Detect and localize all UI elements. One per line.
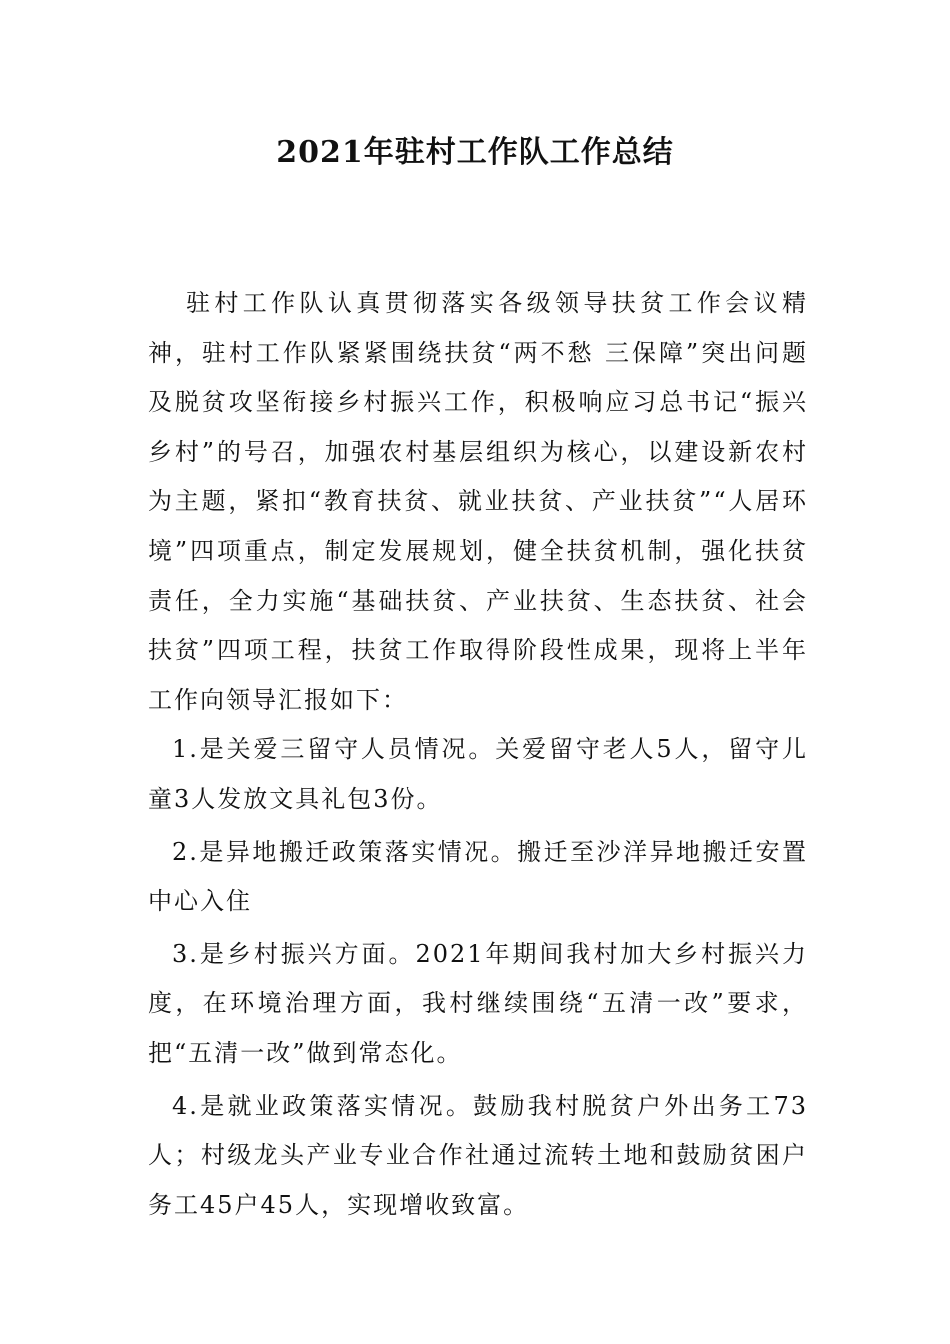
document-body <box>148 279 808 1233</box>
list-item-4: 4.是就业政策落实情况。鼓励我村脱贫户外出务工73人；村级龙头产业专业合作社通过流转土地和鼓励贫困户务工45户45人，实现增收致富。 <box>148 1091 808 1219</box>
list-item-1: 1.是关爱三留守人员情况。关爱留守老人5人，留守儿童3人发放文具礼包3份。 <box>148 735 808 813</box>
document-title: 2021年驻村工作队工作总结 <box>276 135 674 170</box>
intro-paragraph: 驻村工作队认真贯彻落实各级领导扶贫工作会议精神，驻村工作队紧紧围绕扶贫“两不愁 三保障”突出问题及脱贫攻坚衔接乡村振兴工作，积极响应习总书记“振兴乡村”的号召，加强农村基层组织为核心，以建设新农村为主题，紧扣“教育扶贫、就业扶贫、产业扶贫”“人居环境”四项重点，制定发展规划，健全扶贫机制，强化扶贫责任，全力实施“基础扶贫、产业扶贫、生态扶贫、社会扶贫”四项工程，扶贫工作取得阶段性成果，现将上半年工作向领导汇报如下： <box>148 289 808 714</box>
list-item-3: 3.是乡村振兴方面。2021年期间我村加大乡村振兴力度，在环境治理方面，我村继续围绕“五清一改”要求，把“五清一改”做到常态化。 <box>148 939 808 1067</box>
list-item-2: 2.是异地搬迁政策落实情况。搬迁至沙洋异地搬迁安置中心入住 <box>148 837 808 916</box>
